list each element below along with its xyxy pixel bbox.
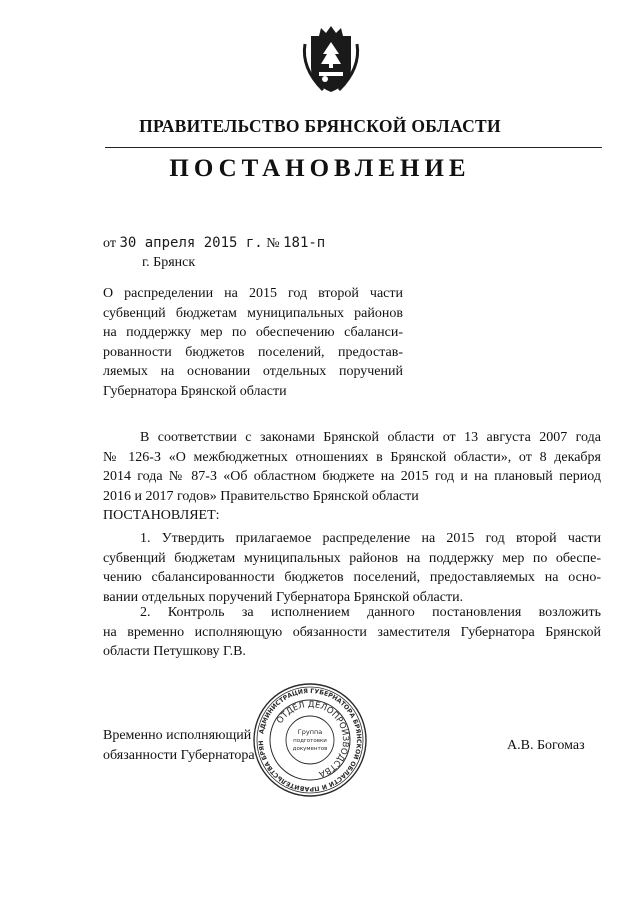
signatory-position: [103, 726, 255, 765]
document-number: 181-п: [283, 235, 326, 251]
seal-inner-text: ОТДЕЛ ДЕЛОПРОИЗВОДСТВА: [275, 699, 351, 779]
subject-line: Губернатора Брянской области: [103, 383, 287, 399]
item-line: 1. Утвердить прилагаемое распределение на 2015 год второй части: [140, 531, 601, 546]
position-line: обязанности Губернатора: [103, 747, 255, 763]
coat-of-arms-icon: [299, 24, 363, 96]
preamble-line: В соответствии с законами Брянской области от 13 августа 2007 года: [140, 430, 601, 445]
subject-line: ляемых на основании отдельных поручений: [103, 364, 403, 379]
subject-line: О распределении на 2015 год второй части: [103, 286, 403, 301]
position-line: Временно исполняющий: [103, 728, 252, 743]
subject-line: рованности бюджетов поселений, предостав-: [103, 344, 403, 360]
resolves-label: ПОСТАНОВЛЯЕТ:: [103, 508, 220, 523]
preamble-line: № 126-З «О межбюджетных отношениях в Брянской области», от 8 декабря: [103, 449, 601, 465]
document-subject: [103, 284, 403, 401]
item-line: вании отдельных поручений Губернатора Брянской области.: [103, 589, 464, 605]
signatory-name: А.В. Богомаз: [507, 738, 585, 753]
item-line: на временно исполняющую обязанности заместителя Губернатора Брянской: [103, 624, 601, 640]
item-line: субвенций бюджетам муниципальных районов на поддержку мер по обеспе-: [103, 550, 601, 566]
header-divider: [105, 147, 602, 148]
preamble-line: 2014 года № 87-З «Об областном бюджете на 2015 год и на плановый период: [103, 469, 601, 484]
official-seal: [252, 682, 368, 798]
item-line: 2. Контроль за исполнением данного постановления возложить: [140, 605, 601, 620]
item-2-paragraph: [103, 603, 601, 662]
item-line: чению сбалансированности бюджетов поселений, предоставляемых на осно-: [103, 570, 601, 585]
number-label: №: [266, 236, 280, 251]
seal-center-line: подготовки: [293, 738, 327, 744]
preamble-paragraph: [103, 428, 601, 526]
organization-name: ПРАВИТЕЛЬСТВО БРЯНСКОЙ ОБЛАСТИ: [139, 116, 501, 136]
document-date: 30 апреля 2015 г.: [119, 235, 263, 251]
subject-line: на поддержку мер по обеспечению сбаланси-: [103, 325, 403, 340]
subject-line: субвенций бюджетам муниципальных районов: [103, 305, 403, 321]
date-number-line: [103, 235, 325, 252]
from-label: от: [103, 236, 116, 251]
seal-center-line: документов: [292, 746, 328, 752]
city: г. Брянск: [142, 255, 196, 270]
seal-center-line: Группа: [297, 728, 323, 736]
item-line: области Петушкову Г.В.: [103, 644, 246, 659]
preamble-line: 2016 и 2017 годов» Правительство Брянской области: [103, 488, 419, 504]
document-type: ПОСТАНОВЛЕНИЕ: [169, 155, 471, 182]
item-1-paragraph: [103, 529, 601, 607]
seal-outer-text: АДМИНИСТРАЦИЯ ГУБЕРНАТОРА БРЯНСКОЙ ОБЛАСТИ И ПРАВИТЕЛЬСТВА БРЯН: [257, 687, 363, 793]
